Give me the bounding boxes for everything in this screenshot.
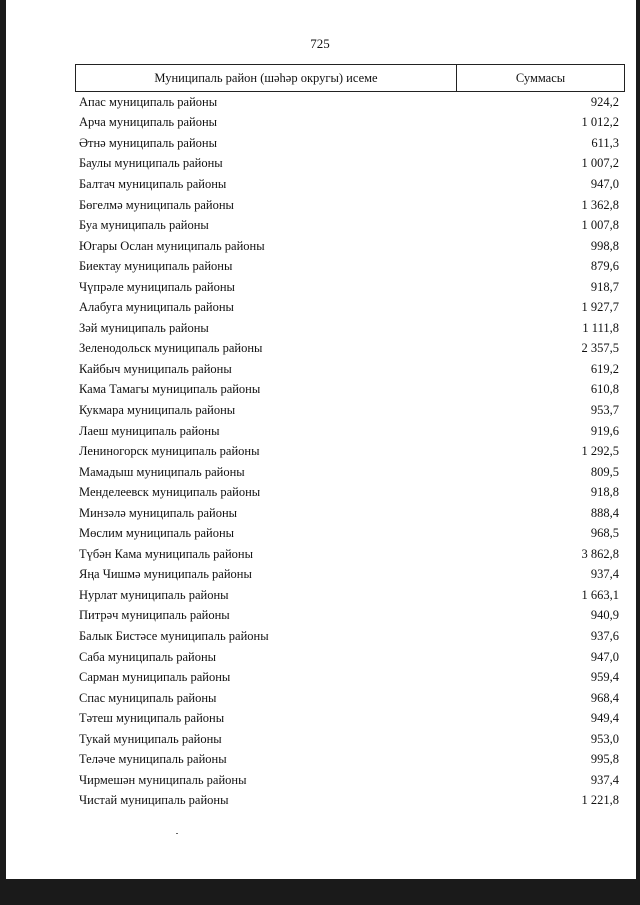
- table-row: [79, 174, 619, 195]
- table-row: [79, 462, 619, 483]
- district-amount: 919,6: [590, 423, 619, 438]
- district-amount: 995,8: [590, 752, 619, 767]
- table-row: [79, 113, 619, 134]
- table-header: [75, 64, 625, 92]
- district-name: Чирмешән муниципаль районы: [79, 772, 247, 787]
- table-row: [79, 606, 619, 627]
- table-row: [79, 256, 619, 277]
- table-row: [79, 318, 619, 339]
- table-row: [79, 92, 619, 113]
- table-row: [79, 750, 619, 771]
- district-amount: 940,9: [590, 608, 619, 623]
- table-row: [79, 688, 619, 709]
- district-name: Баулы муниципаль районы: [79, 156, 223, 171]
- district-name: Бөгелмә муниципаль районы: [79, 197, 234, 212]
- district-amount: 610,8: [590, 382, 619, 397]
- table-row: [79, 770, 619, 791]
- district-amount: 959,4: [590, 670, 619, 685]
- district-name: Яңа Чишмә муниципаль районы: [79, 567, 252, 582]
- table-row: [79, 236, 619, 257]
- district-amount: 947,0: [590, 176, 619, 191]
- table-row: [79, 729, 619, 750]
- district-amount: 968,4: [590, 690, 619, 705]
- district-name: Зәй муниципаль районы: [79, 320, 209, 335]
- district-name: Кукмара муниципаль районы: [79, 402, 236, 417]
- district-name: Саба муниципаль районы: [79, 649, 217, 664]
- header-amount: Суммасы: [515, 70, 566, 85]
- district-name: Түбән Кама муниципаль районы: [79, 546, 253, 561]
- district-amount: 1 927,7: [581, 300, 619, 315]
- district-name: Биектау муниципаль районы: [79, 259, 233, 274]
- district-name: Мамадыш муниципаль районы: [79, 464, 245, 479]
- table-row: [79, 195, 619, 216]
- table-row: [79, 523, 619, 544]
- table-body: [79, 92, 619, 811]
- district-name: Тәтеш муниципаль районы: [79, 711, 225, 726]
- scan-border-left: [0, 0, 6, 905]
- district-amount: 611,3: [591, 135, 619, 150]
- district-name: Менделеевск муниципаль районы: [79, 485, 261, 500]
- district-name: Мөслим муниципаль районы: [79, 526, 235, 541]
- table-row: [79, 339, 619, 360]
- district-name: Сарман муниципаль районы: [79, 670, 231, 685]
- table-row: [79, 400, 619, 421]
- district-name: Балык Бистәсе муниципаль районы: [79, 628, 269, 643]
- table-row: [79, 421, 619, 442]
- district-amount: 949,4: [590, 711, 619, 726]
- table-row: [79, 667, 619, 688]
- scan-speck: [176, 833, 178, 834]
- district-amount: 918,7: [590, 279, 619, 294]
- district-amount: 3 862,8: [581, 546, 619, 561]
- table-row: [79, 626, 619, 647]
- table-row: [79, 647, 619, 668]
- table-row: [79, 359, 619, 380]
- table-row: [79, 277, 619, 298]
- district-name: Арча муниципаль районы: [79, 115, 218, 130]
- district-amount: 1 007,2: [581, 156, 619, 171]
- district-name: Алабуга муниципаль районы: [79, 300, 234, 315]
- district-name: Буа муниципаль районы: [79, 218, 209, 233]
- district-amount: 998,8: [590, 238, 619, 253]
- table-row: [79, 441, 619, 462]
- table-row: [79, 791, 619, 812]
- page-number: 725: [310, 36, 330, 51]
- district-amount: 1 012,2: [581, 115, 619, 130]
- district-amount: 1 663,1: [581, 587, 619, 602]
- district-amount: 1 362,8: [581, 197, 619, 212]
- district-amount: 924,2: [590, 94, 619, 109]
- district-amount: 937,4: [590, 772, 619, 787]
- district-name: Питрәч муниципаль районы: [79, 608, 230, 623]
- header-district-name: Муниципаль район (шәһәр округы) исеме: [76, 65, 457, 91]
- scan-border-bottom: [0, 879, 640, 905]
- district-amount: 879,6: [590, 259, 619, 274]
- district-name: Балтач муниципаль районы: [79, 176, 227, 191]
- table-row: [79, 503, 619, 524]
- table-row: [79, 544, 619, 565]
- table-row: [79, 565, 619, 586]
- district-amount: 953,7: [590, 402, 619, 417]
- district-amount: 1 292,5: [581, 444, 619, 459]
- district-amount: 619,2: [590, 361, 619, 376]
- table-row: [79, 482, 619, 503]
- district-amount: 937,4: [590, 567, 619, 582]
- table-row: [79, 297, 619, 318]
- district-amount: 953,0: [590, 731, 619, 746]
- table-row: [79, 708, 619, 729]
- district-name: Кайбыч муниципаль районы: [79, 361, 232, 376]
- district-amount: 888,4: [590, 505, 619, 520]
- district-name: Зеленодольск муниципаль районы: [79, 341, 263, 356]
- table-row: [79, 133, 619, 154]
- district-amount: 947,0: [590, 649, 619, 664]
- district-name: Нурлат муниципаль районы: [79, 587, 229, 602]
- district-amount: 1 221,8: [581, 793, 619, 808]
- district-name: Теләче муниципаль районы: [79, 752, 227, 767]
- district-name: Чистай муниципаль районы: [79, 793, 229, 808]
- district-amount: 1 111,8: [582, 320, 619, 335]
- district-name: Апас муниципаль районы: [79, 94, 218, 109]
- district-name: Лаеш муниципаль районы: [79, 423, 220, 438]
- district-amount: 1 007,8: [581, 218, 619, 233]
- district-name: Лениногорск муниципаль районы: [79, 444, 260, 459]
- district-name: Тукай муниципаль районы: [79, 731, 222, 746]
- table-row: [79, 585, 619, 606]
- district-name: Кама Тамагы муниципаль районы: [79, 382, 261, 397]
- district-name: Минзәлә муниципаль районы: [79, 505, 238, 520]
- district-name: Әтнә муниципаль районы: [79, 135, 218, 150]
- district-amount: 918,8: [590, 485, 619, 500]
- district-amount: 937,6: [590, 628, 619, 643]
- district-amount: 809,5: [590, 464, 619, 479]
- scan-border-right: [636, 0, 640, 905]
- district-amount: 2 357,5: [581, 341, 619, 356]
- table-row: [79, 215, 619, 236]
- district-name: Чүпрәле муниципаль районы: [79, 279, 235, 294]
- district-name: Спас муниципаль районы: [79, 690, 217, 705]
- district-name: Югары Ослан муниципаль районы: [79, 238, 265, 253]
- table-row: [79, 154, 619, 175]
- district-amount: 968,5: [590, 526, 619, 541]
- table-row: [79, 380, 619, 401]
